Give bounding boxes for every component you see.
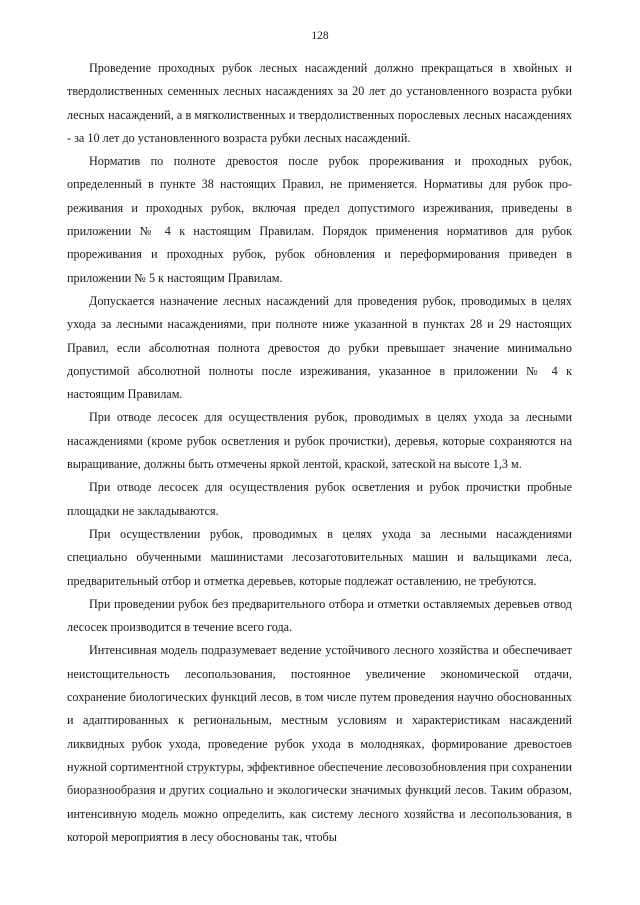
paragraph: При отводе лесосек для осуществления рубок, проводимых в целях ухода за лесными насаждениями (кроме рубок осветления и рубок прочистки), деревья, которые сохраняются на выращивание, должны быть отмечены яркой лентой, краской, затеской на высоте 1,3 м. — [67, 410, 572, 472]
paragraph: Интенсивная модель подразумевает ведение устойчивого лесного хозяйства и обеспечивает неистощительность лесопользования, постоянное увеличение экономической отдачи, сохранение биологических функций лесов, в том числе путем проведения научно обоснованных и адаптированных к региональным, местным условиям и характеристикам насаждений ликвидных рубок ухода, проведение рубок ухода в молодняках, формирование древостоев нужной сортиментной структуры, эффективное обеспечение лесовозобновления при сохранении биоразнообразия и других социально и экологически значимых функций лесов. Таким образом, интенсивную модель можно определить, как систему лесного хозяйства и лесопользования, в которой мероприятия в лесу обоснованы так, чтобы — [67, 643, 572, 844]
paragraph: Проведение проходных рубок лесных насаждений должно прекращаться в хвойных и твердолиственных семенных лесных насаждениях за 20 лет до установленного возраста рубки лесных насаждений, а в мягколиственных и твердолиственных порослевых лесных насаждениях - за 10 лет до установленного возраста рубки лесных насаждений. — [67, 61, 572, 145]
paragraph: Норматив по полноте древостоя после рубок прореживания и проходных рубок, определенный в пункте 38 настоящих Правил, не применяется. Нормативы для рубок прореживания и проходных рубок, включая предел допустимого изреживания, приведены в приложении № 4 к настоящим Правилам. Порядок применения нормативов для рубок прореживания и проходных рубок, рубок обновления и переформирования приведен в приложении № 5 к настоящим Правилам. — [67, 154, 572, 285]
page-number: 128 — [311, 30, 329, 42]
paragraph: При осуществлении рубок, проводимых в целях ухода за лесными насаждениями специально обученными машинистами лесозаготовительных машин и вальщиками леса, предварительный отбор и отметка деревьев, которые подлежат оставлению, не требуются. — [67, 526, 572, 588]
page-body — [67, 57, 572, 849]
paragraph: Допускается назначение лесных насаждений для проведения рубок, проводимых в целях ухода за лесными насаждениями, при полноте ниже указанной в пунктах 28 и 29 настоящих Правил, если абсолютная полнота древостоя до рубки превышает значение минимально допустимой абсолютной полноты после изреживания, указанное в приложении № 4 к настоящим Правилам. — [67, 293, 572, 402]
paragraph: При отводе лесосек для осуществления рубок осветления и рубок прочистки пробные площадки не закладываются. — [67, 480, 572, 518]
paragraph: При проведении рубок без предварительного отбора и отметки оставляемых деревьев отвод лесосек производится в течение всего года. — [67, 596, 572, 635]
